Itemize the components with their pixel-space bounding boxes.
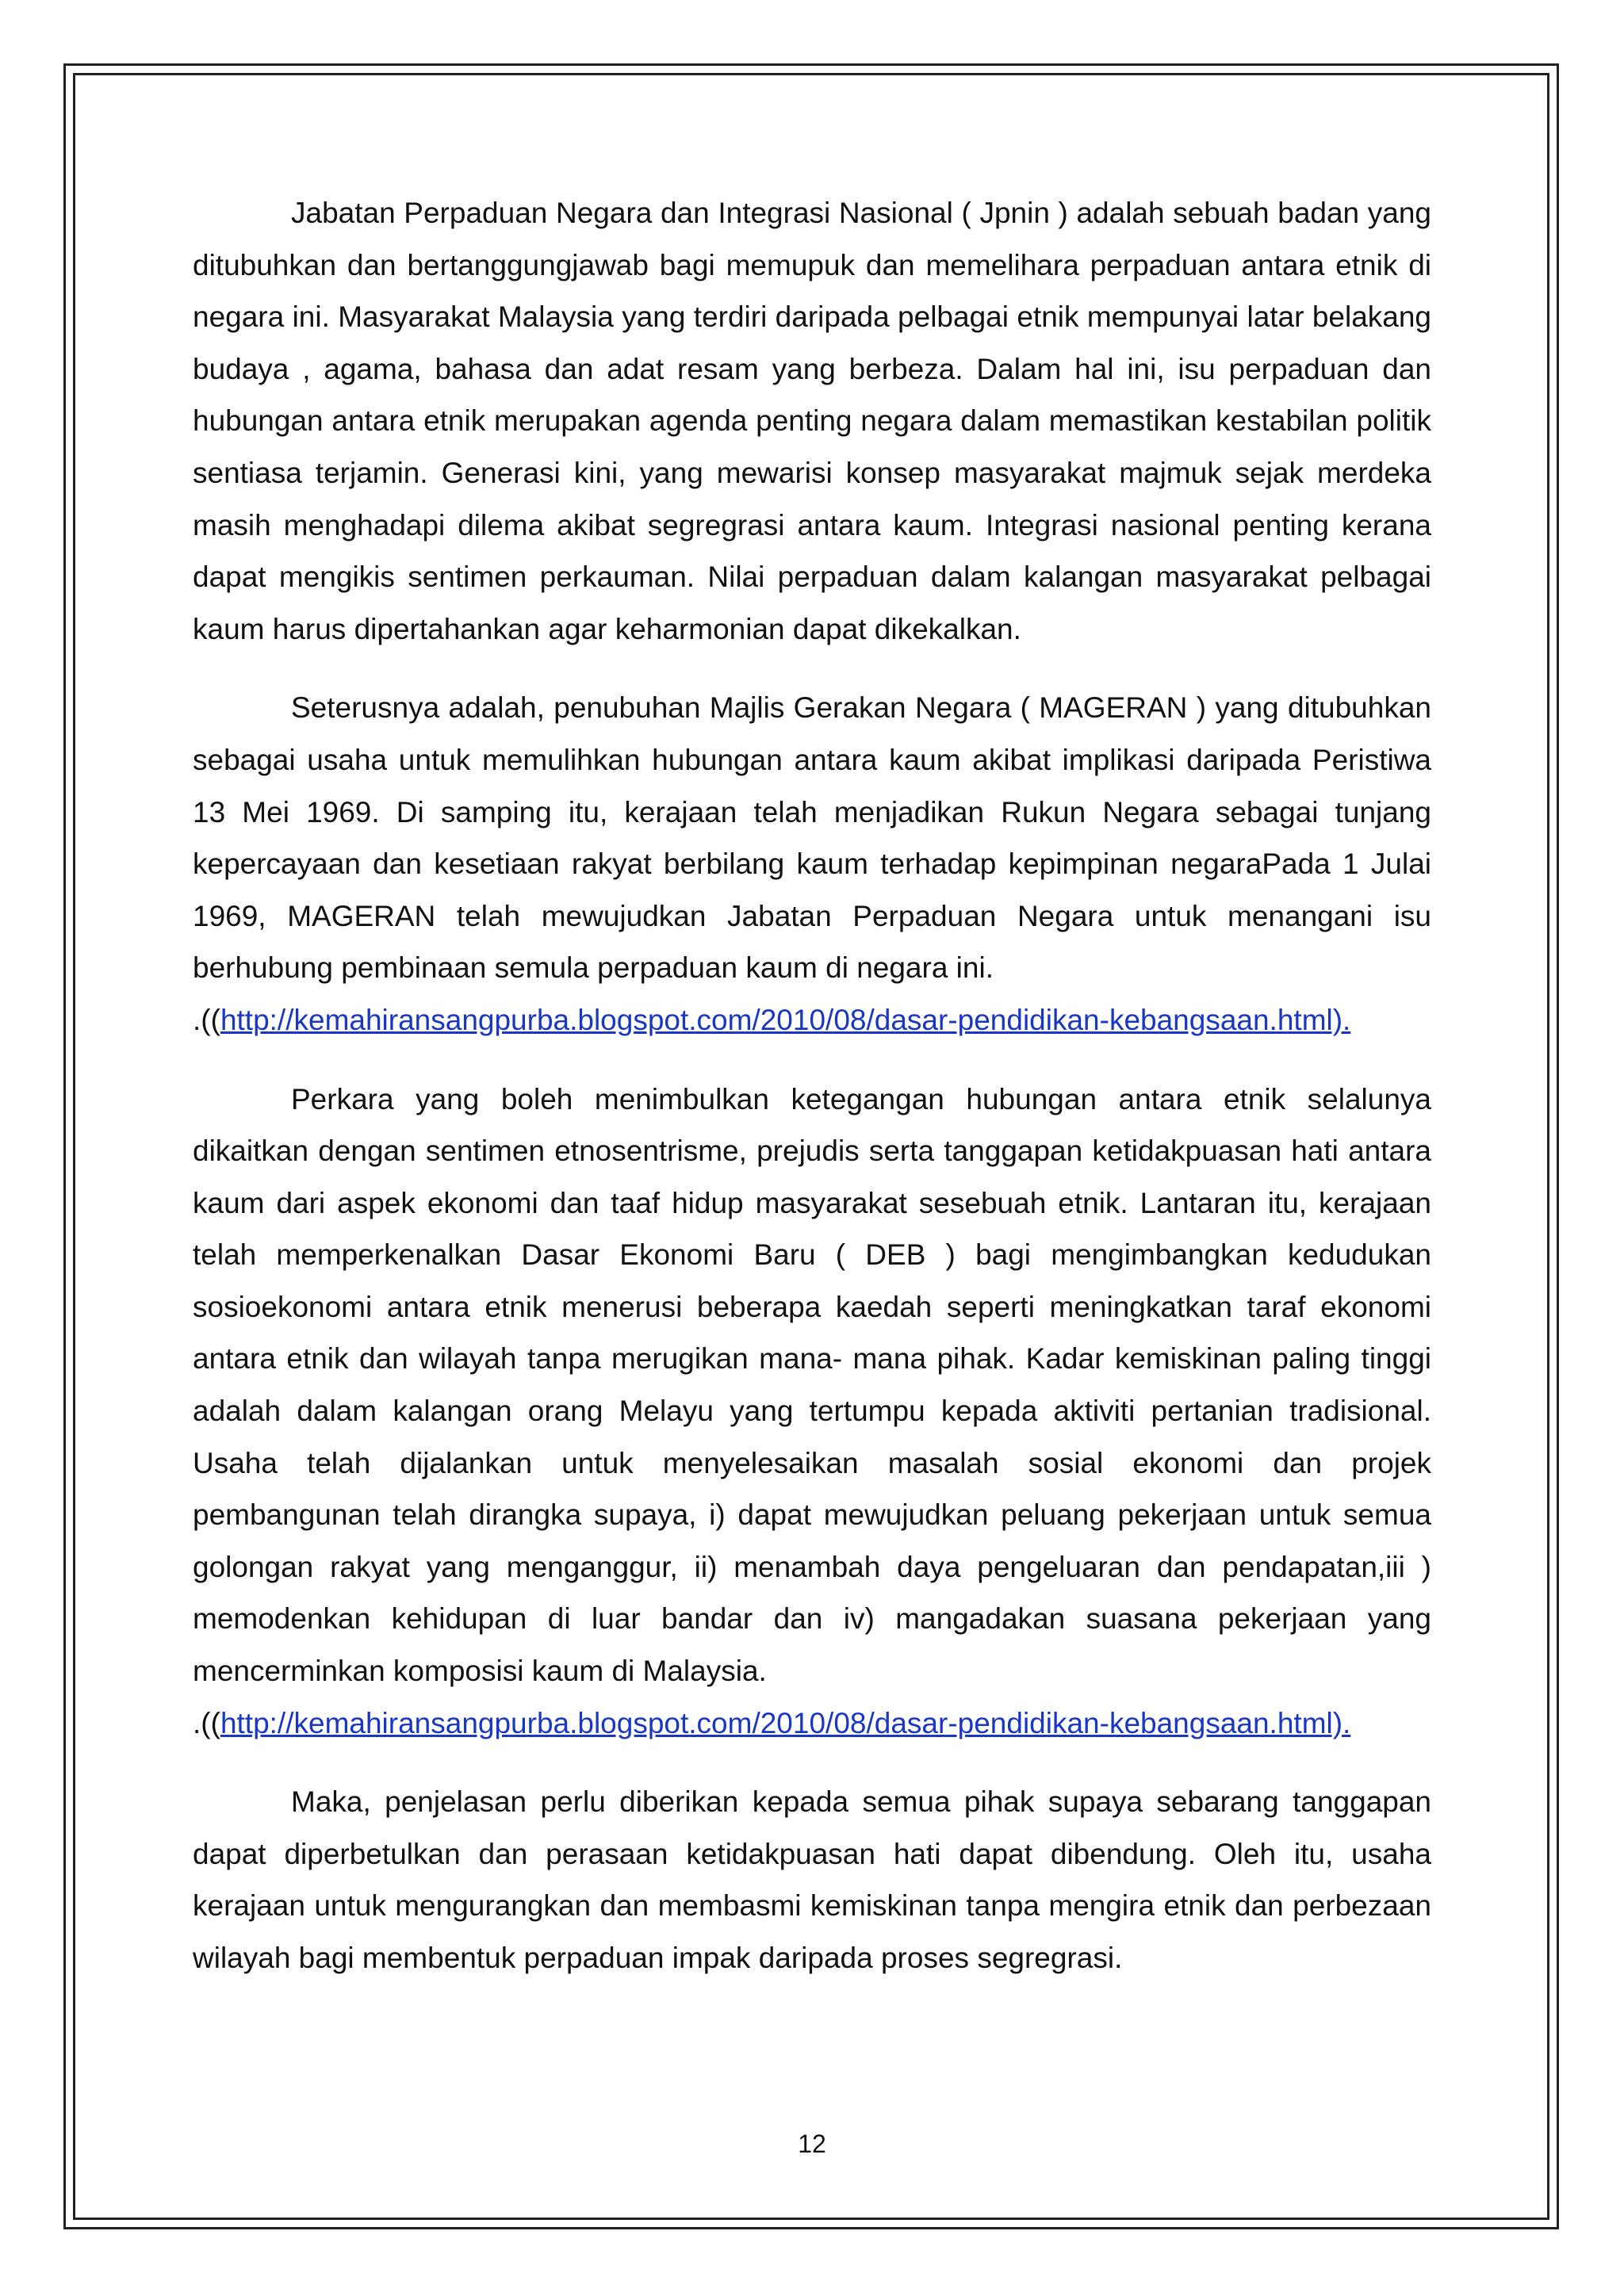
page-number: 12 [798, 2130, 826, 2158]
paragraph-mageran [193, 682, 1431, 1046]
paragraph-deb [193, 1073, 1431, 1750]
paragraph-text: Perkara yang boleh menimbulkan ketegangan hubungan antara etnik selalunya dikaitkan dengan sentimen etnosentrisme, prejudis serta tanggapan ketidakpuasan hati antara kaum dari aspek ekonomi dan taaf hidup masyarakat sesebuah etnik. Lantaran itu, kerajaan telah memperkenalkan Dasar Ekonomi Baru ( DEB ) bagi mengimbangkan kedudukan sosioekonomi antara etnik menerusi beberapa kaedah seperti meningkatkan taraf ekonomi antara etnik dan wilayah tanpa merugikan mana- mana pihak. Kadar kemiskinan paling tinggi adalah dalam kalangan orang Melayu yang tertumpu kepada aktiviti pertanian tradisional. Usaha telah dijalankan untuk menyelesaikan masalah sosial ekonomi dan projek pembangunan telah dirangka supaya, i) dapat mewujudkan peluang pekerjaan untuk semua golongan rakyat yang menganggur, ii) menambah daya pengeluaran dan pendapatan,iii ) memodenkan kehidupan di luar bandar dan iv) mangadakan suasana pekerjaan yang mencerminkan komposisi kaum di Malaysia. [193, 1082, 1431, 1688]
paragraph-conclusion [193, 1776, 1431, 1984]
paragraph-text: Maka, penjelasan perlu diberikan kepada semua pihak supaya sebarang tanggapan dapat diperbetulkan dan perasaan ketidakpuasan hati dapat dibendung. Oleh itu, usaha kerajaan untuk mengurangkan dan membasmi kemiskinan tanpa mengira etnik dan perbezaan wilayah bagi membentuk perpaduan impak daripada proses segregrasi. [193, 1785, 1431, 1974]
reference-link[interactable]: http://kemahiransangpurba.blogspot.com/2010/08/dasar-pendidikan-kebangsaan.html). [220, 1003, 1351, 1036]
paragraph-text: Jabatan Perpaduan Negara dan Integrasi Nasional ( Jpnin ) adalah sebuah badan yang ditubuhkan dan bertanggungjawab bagi memupuk dan memelihara perpaduan antara etnik di negara ini. Masyarakat Malaysia yang terdiri daripada pelbagai etnik mempunyai latar belakang budaya , agama, bahasa dan adat resam yang berbeza. Dalam hal ini, isu perpaduan dan hubungan antara etnik merupakan agenda penting negara dalam memastikan kestabilan politik sentiasa terjamin. Generasi kini, yang mewarisi konsep masyarakat majmuk sejak merdeka masih menghadapi dilema akibat segregrasi antara kaum. Integrasi nasional penting kerana dapat mengikis sentimen perkauman. Nilai perpaduan dalam kalangan masyarakat pelbagai kaum harus dipertahankan agar keharmonian dapat dikekalkan. [193, 197, 1431, 645]
reference-line [193, 1697, 1431, 1750]
reference-line [193, 994, 1431, 1047]
reference-prefix: .(( [193, 1706, 220, 1739]
document-body [193, 187, 1431, 2011]
paragraph-jpnin [193, 187, 1431, 655]
paragraph-text: Seterusnya adalah, penubuhan Majlis Gerakan Negara ( MAGERAN ) yang ditubuhkan sebagai usaha untuk memulihkan hubungan antara kaum akibat implikasi daripada Peristiwa 13 Mei 1969. Di samping itu, kerajaan telah menjadikan Rukun Negara sebagai tunjang kepercayaan dan kesetiaan rakyat berbilang kaum terhadap kepimpinan negaraPada 1 Julai 1969, MAGERAN telah mewujudkan Jabatan Perpaduan Negara untuk menangani isu berhubung pembinaan semula perpaduan kaum di negara ini. [193, 691, 1431, 985]
reference-link[interactable]: http://kemahiransangpurba.blogspot.com/2010/08/dasar-pendidikan-kebangsaan.html). [220, 1706, 1351, 1739]
reference-prefix: .(( [193, 1003, 220, 1036]
